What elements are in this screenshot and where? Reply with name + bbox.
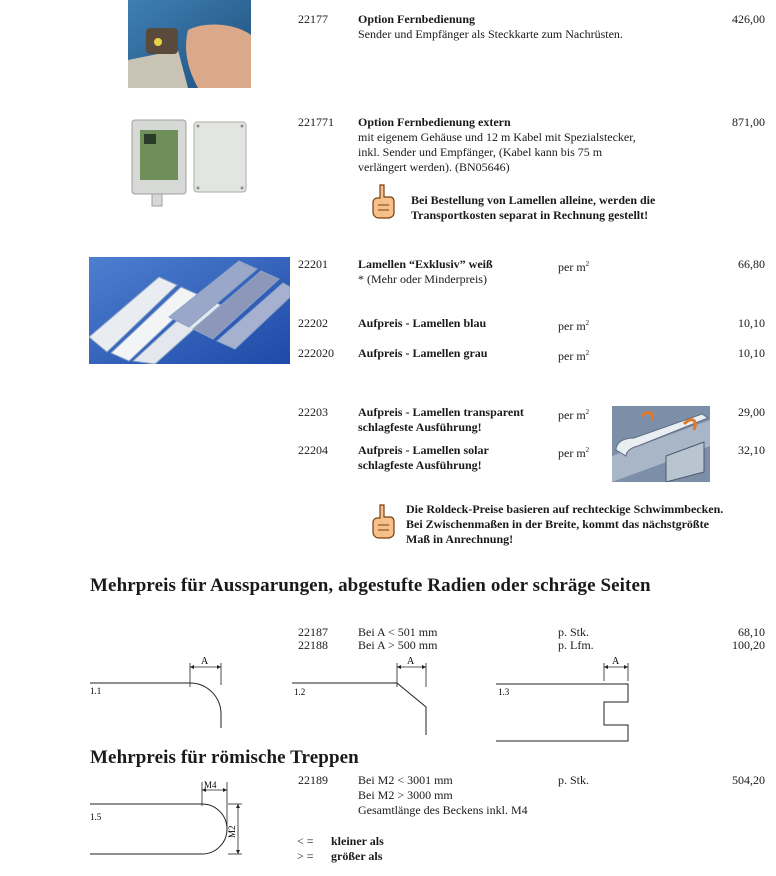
item-title: Lamellen “Exklusiv” weiß xyxy=(358,257,493,271)
note-text: Maß in Anrechnung! xyxy=(406,532,514,546)
note-text: Bei Bestellung von Lamellen alleine, werden die xyxy=(411,193,656,207)
row-unit: p. Lfm. xyxy=(558,638,594,652)
slats-photo xyxy=(89,257,290,364)
pointing-hand-icon xyxy=(370,503,396,539)
remote-control-photo xyxy=(128,0,251,88)
item-unit: per $m^2$ xyxy=(558,446,590,460)
dim-label: M4 xyxy=(204,780,217,790)
item-unit: per $m^2$ xyxy=(558,260,590,274)
control-box-photo xyxy=(128,116,252,208)
item-title: Aufpreis - Lamellen transparent xyxy=(358,405,524,419)
item-price: 10,10 xyxy=(738,316,765,330)
item-code: 22204 xyxy=(298,443,328,457)
pointing-hand-icon xyxy=(370,183,396,219)
item-desc: mit eigenem Gehäuse und 12 m Kabel mit Spezialstecker, xyxy=(358,130,636,144)
item-title: Aufpreis - Lamellen solar xyxy=(358,443,489,457)
legend-text: kleiner als xyxy=(331,834,384,848)
row-price: 100,20 xyxy=(732,638,765,652)
item-price: 32,10 xyxy=(738,443,765,457)
item-price: 871,00 xyxy=(732,115,765,129)
row-price: 68,10 xyxy=(738,625,765,639)
row-code: 22187 xyxy=(298,625,328,639)
diagram-roman-stairs xyxy=(88,778,248,860)
item-code: 22177 xyxy=(298,12,328,26)
row-desc: Gesamtlänge des Beckens inkl. M4 xyxy=(358,803,528,817)
item-title: Option Fernbedienung xyxy=(358,12,476,26)
dim-label: M2 xyxy=(227,825,237,838)
item-title: Option Fernbedienung extern xyxy=(358,115,511,129)
dim-label: A xyxy=(407,656,415,667)
item-desc: schlagfeste Ausführung! xyxy=(358,420,482,434)
item-price: 66,80 xyxy=(738,257,765,271)
diagram-radius xyxy=(88,655,228,730)
legend-text: größer als xyxy=(331,849,383,863)
item-code: 221771 xyxy=(298,115,334,129)
row-code: 22189 xyxy=(298,773,328,787)
item-desc: * (Mehr oder Minderpreis) xyxy=(358,272,487,286)
row-unit: p. Stk. xyxy=(558,625,590,639)
row-desc: Bei M2 < 3001 mm xyxy=(358,773,453,787)
item-desc: Sender und Empfänger als Steckkarte zum Nachrüsten. xyxy=(358,27,623,41)
item-code: 22202 xyxy=(298,316,328,330)
item-price: 29,00 xyxy=(738,405,765,419)
item-price: 10,10 xyxy=(738,346,765,360)
diagram-step xyxy=(494,655,634,745)
item-desc: schlagfeste Ausführung! xyxy=(358,458,482,472)
legend-symbol: > = xyxy=(297,849,314,863)
item-unit: per $m^2$ xyxy=(558,408,590,422)
note-text: Die Roldeck-Preise basieren auf rechteckige Schwimmbecken. xyxy=(406,502,724,516)
item-price: 426,00 xyxy=(732,12,765,26)
legend-symbol: < = xyxy=(297,834,314,848)
item-title: Aufpreis - Lamellen grau xyxy=(358,346,488,360)
item-unit: per $m^2$ xyxy=(558,319,590,333)
item-code: 22203 xyxy=(298,405,328,419)
section-heading: Mehrpreis für Aussparungen, abgestufte Radien oder schräge Seiten xyxy=(90,575,651,596)
item-title: Aufpreis - Lamellen blau xyxy=(358,316,487,330)
item-desc: inkl. Sender und Empfänger, (Kabel kann bis 75 m xyxy=(358,145,603,159)
row-desc: Bei A < 501 mm xyxy=(358,625,438,639)
dim-label: A xyxy=(612,656,620,667)
diagram-label: 1.5 xyxy=(90,812,102,822)
item-desc: verlängert werden). (BN05646) xyxy=(358,160,510,174)
diagram-label: 1.1 xyxy=(90,686,102,696)
row-unit: p. Stk. xyxy=(558,773,590,787)
diagram-chamfer xyxy=(290,655,430,735)
item-unit: per $m^2$ xyxy=(558,349,590,363)
diagram-label: 1.2 xyxy=(294,687,306,697)
row-desc: Bei M2 > 3000 mm xyxy=(358,788,453,802)
diagram-label: 1.3 xyxy=(498,687,510,697)
item-code: 22201 xyxy=(298,257,328,271)
section-heading: Mehrpreis für römische Treppen xyxy=(90,747,359,768)
item-code: 222020 xyxy=(298,346,334,360)
row-price: 504,20 xyxy=(732,773,765,787)
row-desc: Bei A > 500 mm xyxy=(358,638,438,652)
row-code: 22188 xyxy=(298,638,328,652)
dim-label: A xyxy=(201,656,209,667)
note-text: Bei Zwischenmaßen in der Breite, kommt das nächstgrößte xyxy=(406,517,709,531)
note-text: Transportkosten separat in Rechnung gestellt! xyxy=(411,208,649,222)
